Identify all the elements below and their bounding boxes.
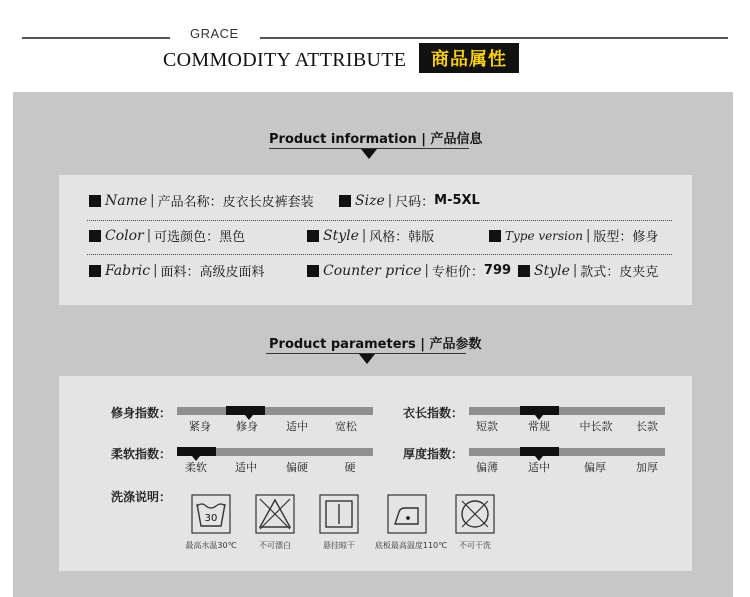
info-label: 版型：	[593, 230, 633, 245]
info-item-style	[307, 226, 434, 245]
divider: |	[387, 193, 393, 208]
attribute-panel	[13, 92, 733, 597]
bullet-square-icon	[89, 195, 101, 207]
dotted-divider	[87, 220, 672, 221]
wash-label: 洗涤说明：	[111, 490, 172, 504]
scale-label: 修身指数：	[111, 406, 172, 420]
scale-tick: 中长款	[579, 420, 613, 433]
info-script-label: Style	[534, 262, 570, 279]
info-script-label: Fabric	[105, 262, 151, 279]
dotted-divider	[87, 254, 672, 255]
info-item-fabric	[89, 261, 265, 280]
info-value: 皮衣长皮裤套装	[222, 195, 314, 210]
bullet-square-icon	[518, 265, 530, 277]
info-row	[59, 224, 692, 254]
scale-track	[177, 448, 373, 456]
no-dry-clean-icon	[455, 494, 495, 534]
info-script-label: Name	[105, 192, 148, 209]
info-script-label: Style	[323, 227, 359, 244]
divider: |	[585, 228, 591, 243]
header-rule-right	[260, 37, 728, 39]
divider: |	[424, 263, 429, 278]
info-value: 韩版	[408, 230, 435, 245]
info-script-label: Counter price	[323, 262, 422, 279]
info-value: 高级皮面料	[199, 265, 265, 280]
bullet-square-icon	[339, 195, 351, 207]
info-item-counter-price	[307, 261, 511, 280]
scale-tick: 适中	[286, 420, 308, 433]
brand-label: GRACE	[190, 26, 239, 41]
scale-track	[469, 407, 665, 415]
scale-track	[177, 407, 373, 415]
divider: |	[153, 263, 158, 278]
divider: |	[572, 263, 578, 278]
info-value: 黑色	[219, 230, 246, 245]
header-rule-left	[22, 37, 170, 39]
scale-tick: 适中	[235, 461, 257, 474]
info-item-cut	[518, 261, 658, 280]
bullet-square-icon	[489, 230, 501, 242]
scale-tick: 加厚	[636, 461, 658, 474]
product-info-title: Product information | 产品信息	[269, 132, 483, 147]
info-row	[59, 185, 692, 215]
info-value: 皮夹克	[619, 265, 659, 280]
scale-label: 厚度指数：	[403, 447, 464, 461]
info-label: 产品名称：	[157, 195, 223, 210]
info-item-size	[339, 191, 480, 210]
info-value: 修身	[632, 230, 659, 245]
wash-caption: 底板最高温度110℃	[374, 541, 448, 550]
product-params-card	[59, 376, 692, 571]
info-script-label: Color	[105, 227, 144, 244]
bullet-square-icon	[89, 230, 101, 242]
product-params-pointer	[359, 354, 375, 364]
scale-tick: 常规	[528, 420, 550, 433]
info-label: 面料：	[160, 265, 200, 280]
wash-30-icon	[191, 494, 231, 534]
info-label: 尺码：	[395, 195, 435, 210]
scale-tick: 修身	[236, 420, 258, 433]
product-params-title: Product parameters | 产品参数	[269, 337, 482, 352]
page-title: COMMODITY ATTRIBUTE	[163, 49, 407, 71]
scale-tick: 偏薄	[476, 461, 498, 474]
scale-selected-mark	[520, 447, 559, 456]
info-script-label: Size	[355, 192, 385, 209]
info-item-type-version	[489, 226, 658, 245]
scale-tick: 宽松	[335, 420, 357, 433]
info-label: 款式：	[580, 265, 620, 280]
info-value: M-5XL	[434, 193, 480, 208]
wash-caption: 悬挂晾干	[323, 541, 355, 550]
info-script-label: Type version	[505, 228, 583, 243]
info-item-name	[89, 191, 314, 210]
divider: |	[146, 228, 152, 243]
bullet-square-icon	[307, 230, 319, 242]
info-label: 风格：	[369, 230, 409, 245]
scale-selected-mark	[520, 406, 559, 415]
divider: |	[361, 228, 367, 243]
info-item-color	[89, 226, 245, 245]
scale-label: 柔软指数：	[111, 447, 172, 461]
info-value: 799	[483, 263, 512, 278]
no-bleach-icon	[255, 494, 295, 534]
scale-tick: 偏厚	[584, 461, 606, 474]
info-label: 可选颜色：	[154, 230, 220, 245]
scale-tick: 长款	[636, 420, 658, 433]
info-label: 专柜价：	[431, 265, 484, 280]
scale-selected-mark	[226, 406, 265, 415]
scale-label: 衣长指数：	[403, 406, 464, 420]
wash-caption: 不可干洗	[459, 541, 491, 550]
divider: |	[150, 193, 155, 208]
scale-tick: 紧身	[189, 420, 211, 433]
iron-icon	[387, 494, 427, 534]
product-info-card	[59, 175, 692, 305]
wash-caption: 最高水温30℃	[185, 541, 237, 550]
scale-tick: 硬	[344, 461, 356, 474]
scale-tick: 适中	[528, 461, 550, 474]
scale-track	[469, 448, 665, 456]
bullet-square-icon	[89, 265, 101, 277]
title-cn-badge: 商品属性	[419, 43, 519, 73]
scale-tick: 柔软	[185, 461, 207, 474]
bullet-square-icon	[307, 265, 319, 277]
hang-dry-icon	[319, 494, 359, 534]
scale-tick: 偏硬	[286, 461, 308, 474]
product-info-pointer	[361, 149, 377, 159]
svg-text:30: 30	[204, 513, 218, 524]
scale-tick: 短款	[476, 420, 498, 433]
wash-caption: 不可漂白	[259, 541, 291, 550]
info-row	[59, 259, 692, 289]
scale-selected-mark	[177, 447, 216, 456]
